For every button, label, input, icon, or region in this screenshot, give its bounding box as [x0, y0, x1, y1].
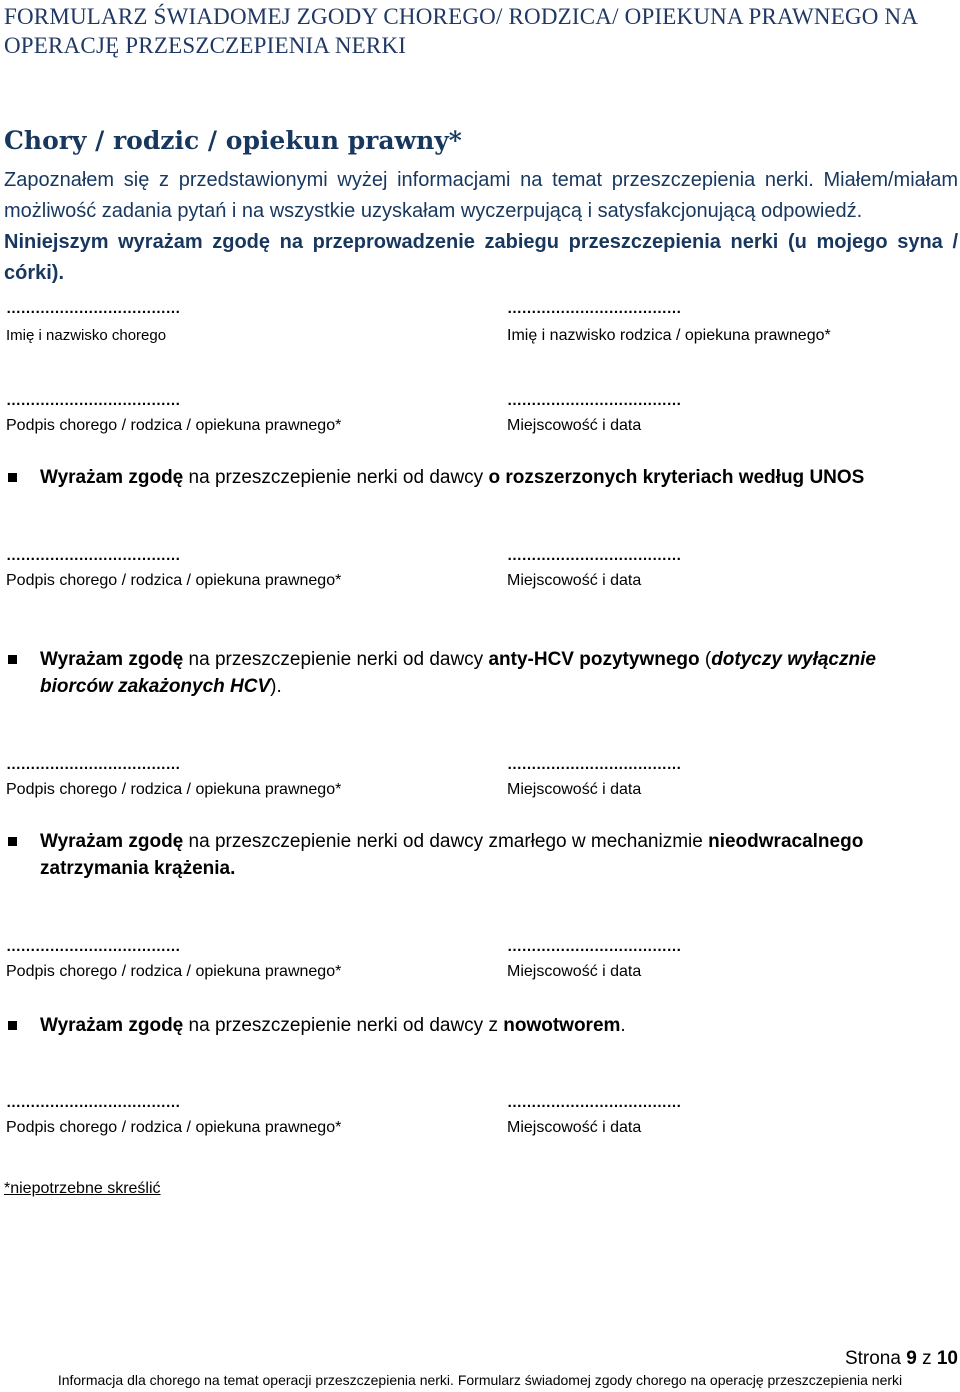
bullet-square-icon — [8, 1021, 17, 1030]
signature-line[interactable]: ……………………………… — [6, 938, 180, 955]
place-date-label: Miejscowość i data — [507, 781, 642, 798]
consent-item-circulatory-arrest: Wyrażam zgodę na przeszczepienie nerki od dawcy zmarłego w mechanizmie nieodwracalnego zatrzymania krążenia. — [8, 828, 928, 882]
bullet-square-icon — [8, 473, 17, 482]
place-date-line[interactable]: ……………………………… — [507, 1094, 681, 1111]
signature-label: Podpis chorego / rodzica / opiekuna prawnego* — [6, 572, 342, 589]
place-date-label: Miejscowość i data — [507, 417, 642, 434]
intro-consent-text: Niniejszym wyrażam zgodę na przeprowadzenie zabiegu przeszczepienia nerki (u mojego syna / córki). — [4, 231, 958, 284]
place-date-label: Miejscowość i data — [507, 963, 642, 980]
place-date-line[interactable]: ……………………………… — [507, 547, 681, 564]
bullet-square-icon — [8, 837, 17, 846]
signature-line[interactable]: ……………………………… — [6, 756, 180, 773]
section-title: Chory / rodzic / opiekun prawny* — [4, 126, 462, 155]
page-number: Strona 9 z 10 — [844, 1348, 958, 1369]
intro-paragraph — [4, 165, 958, 289]
bullet-square-icon — [8, 655, 17, 664]
signature-label: Podpis chorego / rodzica / opiekuna prawnego* — [6, 417, 342, 434]
consent-item-extended-criteria: Wyrażam zgodę na przeszczepienie nerki od dawcy o rozszerzonych kryteriach według UNOS — [8, 464, 928, 491]
name-guardian-line[interactable]: ……………………………… — [507, 300, 681, 317]
name-patient-label: Imię i nazwisko chorego — [6, 327, 167, 344]
place-date-label: Miejscowość i data — [507, 1119, 642, 1136]
consent-item-cancer-donor: Wyrażam zgodę na przeszczepienie nerki od dawcy z nowotworem. — [8, 1012, 928, 1039]
signature-label: Podpis chorego / rodzica / opiekuna prawnego* — [6, 781, 342, 798]
signature-label: Podpis chorego / rodzica / opiekuna prawnego* — [6, 1119, 342, 1136]
signature-line[interactable]: ……………………………… — [6, 392, 180, 409]
footnote: *niepotrzebne skreślić — [4, 1180, 161, 1197]
place-date-label: Miejscowość i data — [507, 572, 642, 589]
name-patient-line[interactable]: ……………………………… — [6, 300, 180, 317]
signature-line[interactable]: ……………………………… — [6, 1094, 180, 1111]
place-date-line[interactable]: ……………………………… — [507, 938, 681, 955]
document-header-title: FORMULARZ ŚWIADOMEJ ZGODY CHOREGO/ RODZICA/ OPIEKUNA PRAWNEGO NA OPERACJĘ PRZESZCZEPIENIA NERKI — [4, 4, 917, 58]
signature-line[interactable]: ……………………………… — [6, 547, 180, 564]
place-date-line[interactable]: ……………………………… — [507, 756, 681, 773]
name-guardian-label: Imię i nazwisko rodzica / opiekuna prawnego* — [507, 327, 831, 344]
place-date-line[interactable]: ……………………………… — [507, 392, 681, 409]
signature-label: Podpis chorego / rodzica / opiekuna prawnego* — [6, 963, 342, 980]
page-footer: Informacja dla chorego na temat operacji przeszczepienia nerki. Formularz świadomej zgody chorego na operację przeszczepienia nerki — [57, 1372, 903, 1388]
intro-text: Zapoznałem się z przedstawionymi wyżej informacjami na temat przeszczepienia nerki. Miałem/miałam możliwość zadania pytań i na wszystkie uzyskałam wyczerpującą i satysfakcjonującą odpowiedź. — [4, 169, 958, 222]
consent-item-anti-hcv: Wyrażam zgodę na przeszczepienie nerki od dawcy anty-HCV pozytywnego (dotyczy wyłącznie biorców zakażonych HCV). — [8, 646, 928, 700]
